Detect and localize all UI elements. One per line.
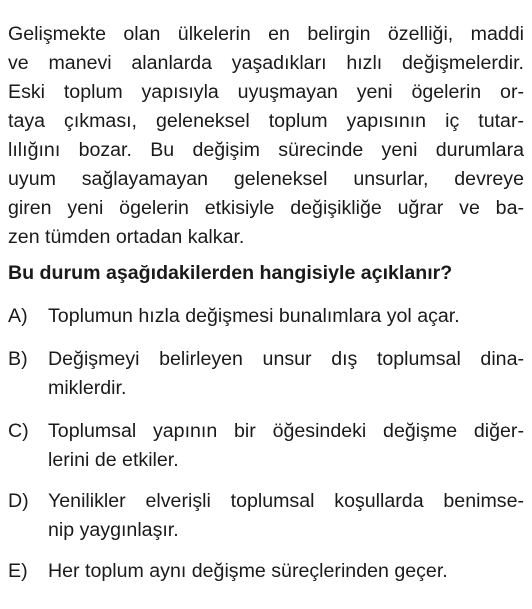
passage-line: uyum sağlayamayan geleneksel unsurlar, devreye [8,168,524,190]
option-letter: B) [8,348,28,370]
passage-line: Eski toplum yapısıyla uyuşmayan yeni ögelerin or- [8,81,524,103]
option-text [48,487,524,545]
option-letter: E) [8,560,28,582]
option-text [48,417,524,475]
option-line: Yenilikler elverişli toplumsal koşullarda benimse- [48,490,524,512]
passage-line: zen tümden ortadan kalkar. [8,226,245,248]
option-letter: A) [8,305,28,327]
option-line: Her toplum aynı değişme süreçlerinden geçer. [48,560,448,582]
passage-line: taya çıkması, geleneksel toplum yapısının iç tutar- [8,110,524,132]
option-line: Toplumun hızla değişmesi bunalımlara yol açar. [48,305,460,327]
option-line: Değişmeyi belirleyen unsur dış toplumsal dina- [48,348,524,370]
question-stem: Bu durum aşağıdakilerden hangisiyle açıklanır? [8,262,453,284]
passage-line: Gelişmekte olan ülkelerin en belirgin özelliği, maddi [8,23,524,45]
option-letter: D) [8,490,29,512]
option-text [48,302,524,331]
option-line: nip yaygınlaşır. [48,519,179,541]
passage-line: ve manevi alanlarda yaşadıkları hızlı değişmelerdir. [8,52,524,74]
passage-line: lılığını bozar. Bu değişim sürecinde yeni durumlara [8,139,524,161]
option-line: lerini de etkiler. [48,449,179,471]
passage-paragraph [8,20,524,252]
option-line: Toplumsal yapının bir öğesindeki değişme diğer- [48,420,524,442]
passage-line: giren yeni ögelerin etkisiyle değişikliğe uğrar ve ba- [8,197,524,219]
option-line: miklerdir. [48,377,127,399]
option-text [48,345,524,403]
option-text [48,557,524,586]
option-letter: C) [8,420,29,442]
